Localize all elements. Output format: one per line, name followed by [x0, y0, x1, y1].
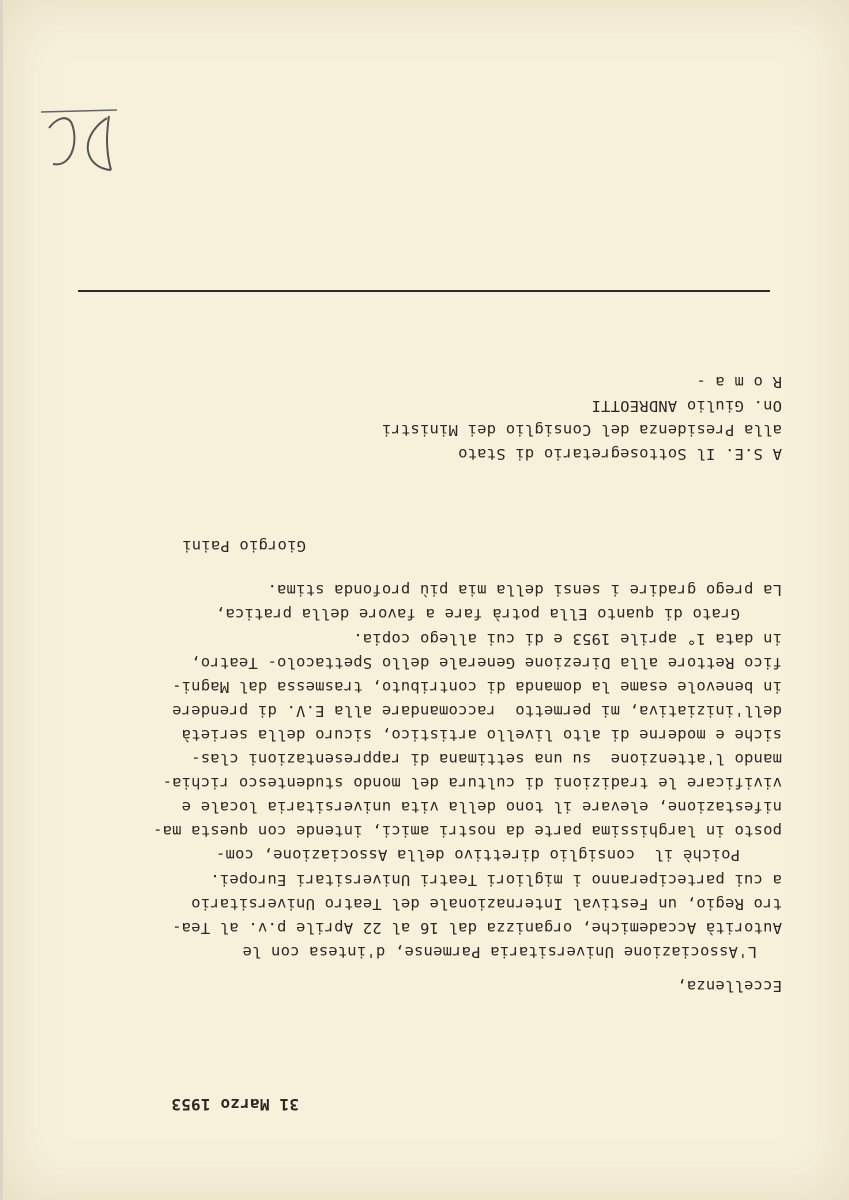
body-line: nifestazione, elevare il tono della vita universitaria locale e [181, 798, 782, 816]
body-line: tro Regio, un Festival Internazionale del Teatro Universitario [191, 895, 782, 913]
recipient-line: A S.E. Il Sottosegretario di Stato [457, 445, 782, 463]
body-line: La prego gradire i sensi della mia più profonda stima. [267, 581, 782, 599]
body-line: a cui parteciperanno i migliori Teatri Universitari Europei. [210, 871, 782, 889]
body-line: in data 1° aprile 1953 e di cui allego copia. [353, 630, 782, 648]
body-line: siche e moderne di alto livello artistico, sicuro della serietà [181, 726, 782, 744]
divider-rule [78, 290, 770, 292]
body-line: L'Associazione Universitaria Parmense, d'intesa con le [242, 943, 757, 961]
body-line: Poichè il consiglio direttivo della Associazione, com- [215, 846, 740, 864]
recipient-line: R o m a - [696, 373, 782, 391]
body-line: Autorità Accademiche, organizza dal 16 al 22 Aprile p.v. al Tea- [171, 919, 782, 937]
recipient-line: On. Giulio ANDREOTTI [591, 397, 782, 415]
salutation: Eccellenza, [677, 977, 782, 995]
body-line: vivificare le tradizioni di cultura del mondo studentesco richia- [162, 774, 782, 792]
body-line: in benevole esame la domanda di contributo, trasmessa dal Magni- [171, 678, 782, 696]
signature: Giorgio Paini [182, 537, 306, 555]
body-line: Grato di quanto Ella potrà fare a favore della pratica, [215, 605, 740, 623]
letter-date: 31 Marzo 1953 [171, 1095, 299, 1114]
recipient-line: alla Presidenza del Consiglio dei Ministri [381, 421, 782, 439]
typed-letter-rotated [3, 0, 849, 1200]
body-line: posto in larghissima parte da nostri amici, intende con questa ma- [152, 822, 782, 840]
body-line: dell'iniziativa, mi permetto raccomandare alla E.V. di prendere [171, 702, 782, 720]
body-line: fico Rettore alla Direzione Generale dello Spettacolo- Teatro, [191, 654, 782, 672]
body-line: mando l'attenzione su una settimana di rappresentazioni clas- [191, 750, 782, 768]
handwritten-initials [39, 108, 119, 178]
